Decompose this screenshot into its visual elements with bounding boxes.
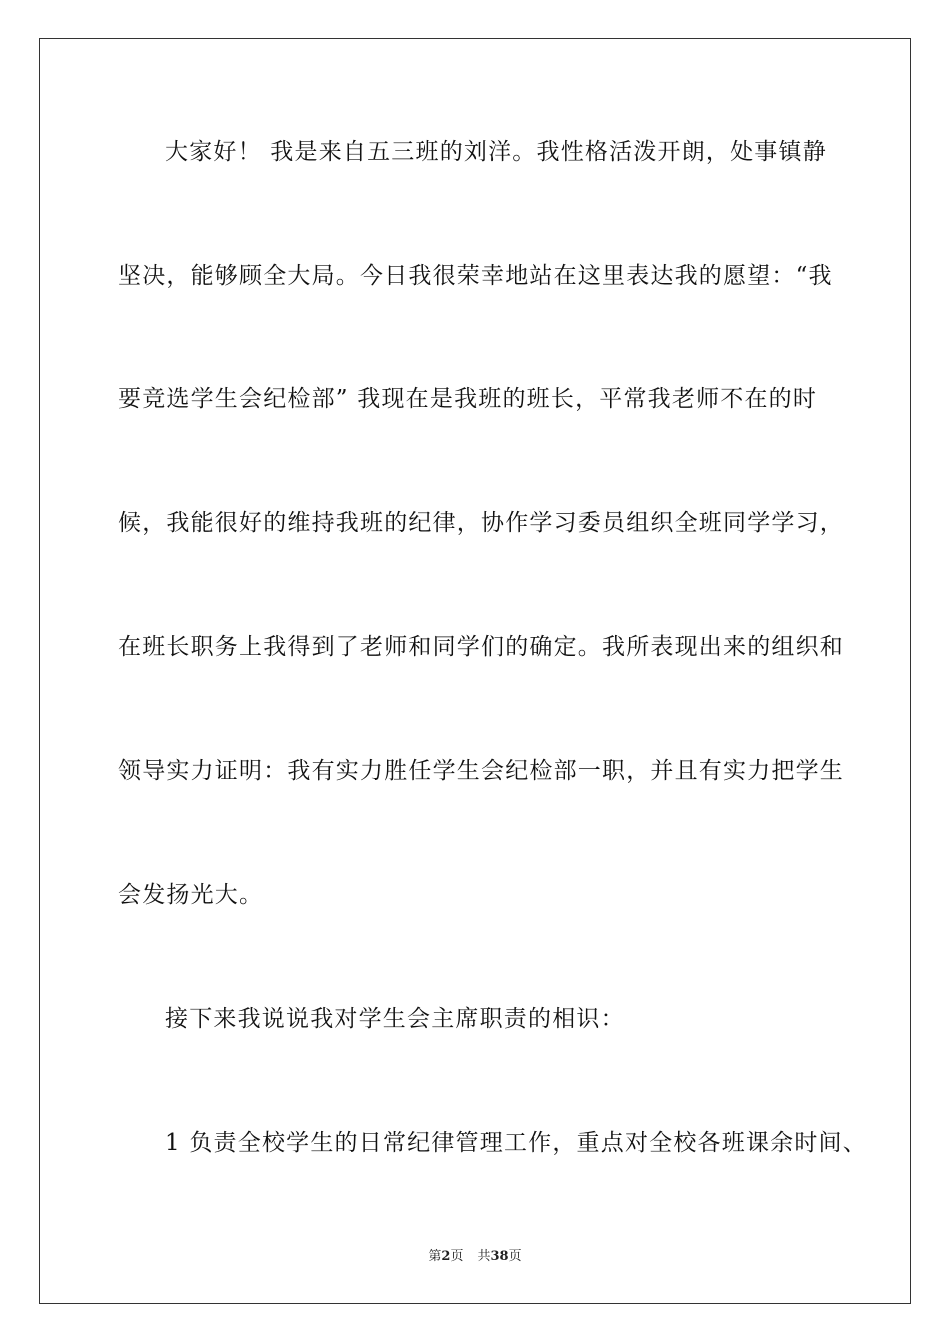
total-pages: 38	[490, 1249, 509, 1264]
paragraph-line: 接下来我说说我对学生会主席职责的相识：	[165, 1006, 625, 1032]
paragraph-line: 在班长职务上我得到了老师和同学们的确定。我所表现出来的组织和	[118, 634, 844, 660]
paragraph-line: 要竞选学生会纪检部” 我现在是我班的班长，平常我老师不在的时	[118, 386, 818, 412]
page-footer	[0, 1248, 950, 1266]
paragraph-line: 坚决，能够顾全大局。今日我很荣幸地站在这里表达我的愿望：“我	[118, 263, 833, 289]
paragraph-line: 大家好！ 我是来自五三班的刘洋。我性格活泼开朗，处事镇静	[165, 139, 827, 165]
paragraph-line: 领导实力证明：我有实力胜任学生会纪检部一职，并且有实力把学生	[118, 758, 844, 784]
page-label-suffix: 页	[450, 1249, 464, 1264]
total-label-suffix: 页	[508, 1249, 522, 1264]
total-label-prefix: 共	[477, 1249, 491, 1264]
page-label-prefix: 第	[428, 1249, 442, 1264]
paragraph-line: 候，我能很好的维持我班的纪律，协作学习委员组织全班同学学习，	[118, 510, 844, 536]
paragraph-line: 1 负责全校学生的日常纪律管理工作，重点对全校各班课余时间、	[165, 1130, 867, 1156]
page-number: 2	[441, 1249, 451, 1264]
paragraph-line: 会发扬光大。	[118, 882, 264, 908]
page-border	[39, 38, 911, 1304]
